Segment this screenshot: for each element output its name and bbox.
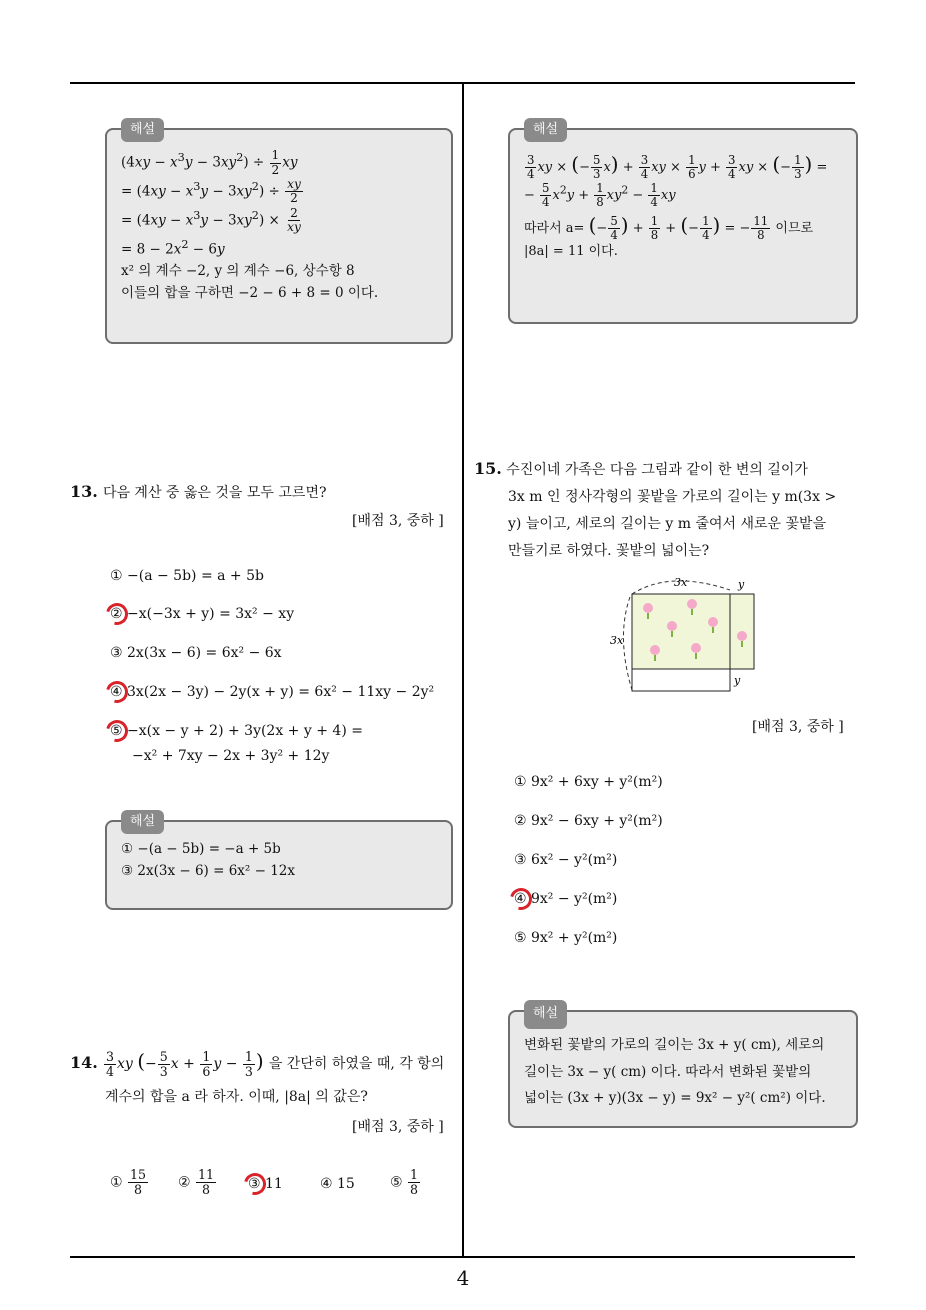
q15-sol-line: 길이는 3x − y( cm) 이다. 따라서 변화된 꽃밭의 (524, 1063, 812, 1080)
q13-option-1[interactable]: ① −(a − 5b) = a + 5b (110, 568, 264, 584)
q14-solution-box (508, 122, 858, 324)
garden-figure (610, 572, 770, 697)
q12-solution-box (105, 122, 453, 344)
q13-option-3[interactable]: ③ 2x(3x − 6) = 6x² − 6x (110, 645, 282, 661)
q14-question (70, 1042, 458, 1080)
q14-number: 14. (70, 1053, 98, 1072)
q15-text-line: 3x m 인 정사각형의 꽃밭을 가로의 길이는 y m(3x > (508, 489, 837, 506)
q13-option-5[interactable]: ⑤ −x(x − y + 2) + 3y(2x + y + 4) = (110, 723, 363, 739)
figure-label-left: 3x (610, 634, 624, 647)
q12-sol-line6: 이들의 합을 구하면 −2 − 6 + 8 = 0 이다. (121, 284, 379, 301)
q15-score: [배점 3, 중하 ] (752, 719, 844, 735)
q15-text-line: 수진이네 가족은 다음 그림과 같이 한 변의 길이가 (506, 462, 808, 478)
answer-mark-circle (240, 1169, 270, 1199)
page-number: 4 (456, 1266, 470, 1290)
q13-question (70, 480, 455, 507)
q14-sol-line: 따라서 a= (− $\frac{5}{4}$ ) + $\frac{1}{8}$ + (− $\frac{1}{4}$ ) = − $\frac{11}{8}$ 이므로 (524, 212, 814, 242)
q13-sol-line: ③ 2x(3x − 6) = 6x² − 12x (121, 862, 296, 879)
solution-tab: 해설 (121, 118, 164, 142)
q13-option-4[interactable]: ④ 3x(2x − 3y) − 2y(x + y) = 6x² − 11xy − 2y² (110, 684, 435, 700)
q14-option-4[interactable]: ④ 15 (320, 1176, 355, 1192)
q13-text: 다음 계산 중 옳은 것을 모두 고르면? (102, 485, 327, 501)
q15-number: 15. (474, 459, 502, 478)
left-column (70, 84, 458, 1256)
q14-text2: 계수의 합을 a 라 하자. 이때, |8a| 의 값은? (105, 1089, 368, 1105)
q13-score: [배점 3, 중하 ] (352, 513, 444, 529)
figure-label-right-top: y (738, 578, 745, 591)
q14-option-2[interactable]: ② $\frac{11}{8}$ (178, 1167, 215, 1197)
q15-text-line: y) 늘이고, 세로의 길이는 y m 줄여서 새로운 꽃밭을 (508, 515, 827, 532)
answer-mark-circle (506, 884, 536, 914)
q13-sol-line: ① −(a − 5b) = −a + 5b (121, 841, 281, 857)
figure-label-top: 3x (674, 576, 688, 589)
q12-sol-line: = $(4xy - x^3y - 3xy^2)$ ÷ $\frac{xy}{2}$ (121, 177, 301, 206)
right-column (470, 84, 860, 1256)
q15-option-1[interactable]: ① 9x² + 6xy + y²(m²) (514, 774, 663, 790)
q14-sol-line4: |8a| = 11 이다. (524, 244, 618, 260)
q12-sol-line: $(4xy - x^3y - 3xy^2)$ ÷ $\frac{1}{2}$ xy (121, 148, 298, 177)
q15-sol-line: 변화된 꽃밭의 가로의 길이는 3x + y( cm), 세로의 (524, 1037, 825, 1053)
q15-question (474, 454, 860, 564)
q15-option-2[interactable]: ② 9x² − 6xy + y²(m²) (514, 813, 663, 829)
q13-number: 13. (70, 482, 98, 501)
q15-option-4[interactable]: ④ 9x² − y²(m²) (514, 891, 618, 907)
q14-text-tail: 을 간단히 하였을 때, 각 항의 (268, 1056, 445, 1072)
q13-option-2[interactable]: ② −x(−3x + y) = 3x² − xy (110, 606, 295, 622)
solution-tab: 해설 (524, 118, 567, 142)
q15-solution-box (508, 1006, 858, 1128)
q14-expression: $\frac{3}{4}$ xy (− $\frac{5}{3}$ x + $\frac{1}{6}$ y − $\frac{1}{3}$ ) (105, 1048, 264, 1079)
q14-sol-line: − $\frac{5}{4}$ $x^2y$ + $\frac{1}{8}$ $xy^2$ − $\frac{1}{4}$ xy (524, 180, 676, 209)
answer-mark-circle (102, 599, 132, 629)
q15-text-line: 만들기로 하였다. 꽃밭의 넓이는? (508, 542, 710, 559)
q15-option-3[interactable]: ③ 6x² − y²(m²) (514, 852, 618, 868)
q14-option-3[interactable]: ③ 11 (248, 1176, 283, 1192)
q13-solution-box (105, 814, 453, 910)
q13-option-5-cont: −x² + 7xy − 2x + 3y² + 12y (132, 748, 330, 764)
q12-sol-line: = $(4xy - x^3y - 3xy^2)$ × $\frac{2}{xy}$ (121, 205, 301, 235)
answer-mark-circle (102, 716, 132, 746)
q14-sol-line: $\frac{3}{4}$ xy × (− $\frac{5}{3}$ x) + $\frac{3}{4}$ xy × $\frac{1}{6}$ y + $\frac{3}{4}$ xy × (− $\frac{1}{3}$ ) = (527, 152, 828, 181)
q12-sol-line5: x² 의 계수 −2, y 의 계수 −6, 상수항 8 (121, 263, 355, 279)
q15-option-5[interactable]: ⑤ 9x² + y²(m²) (514, 930, 618, 946)
q14-option-5[interactable]: ⑤ $\frac{1}{8}$ (390, 1167, 419, 1197)
solution-tab: 해설 (121, 810, 164, 834)
q14-score: [배점 3, 중하 ] (352, 1119, 444, 1135)
answer-mark-circle (102, 677, 132, 707)
solution-tab: 해설 (524, 1000, 567, 1029)
figure-label-right-bottom: y (734, 674, 741, 687)
q14-option-1[interactable]: ① $\frac{15}{8}$ (110, 1167, 147, 1197)
q15-sol-line: 넓이는 (3x + y)(3x − y) = 9x² − y²( cm²) 이다. (524, 1090, 826, 1107)
q12-sol-line: = $8 - 2x^2 - 6y$ (121, 237, 225, 258)
column-divider (462, 82, 464, 1257)
